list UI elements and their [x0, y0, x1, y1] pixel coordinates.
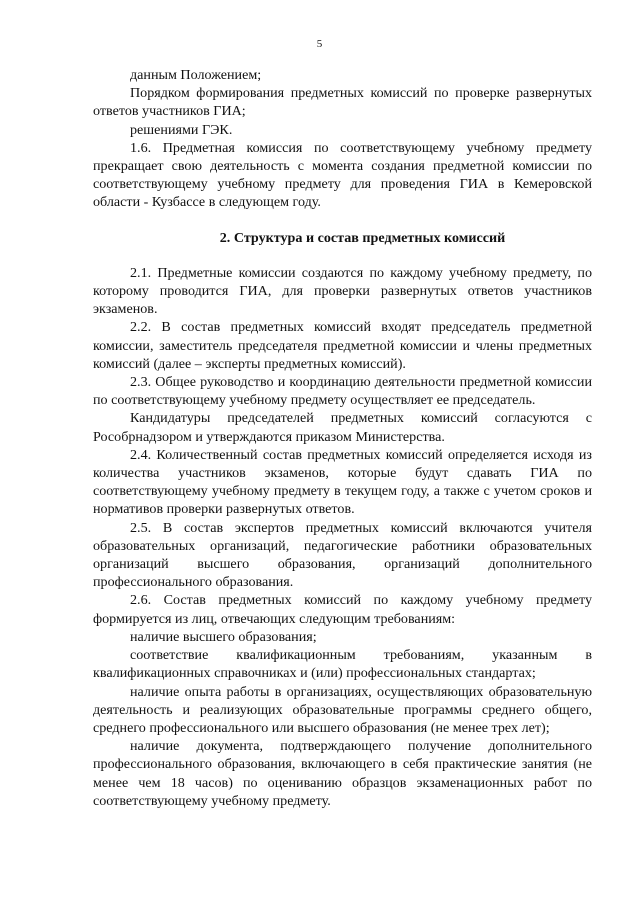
- paragraph: 2.5. В состав экспертов предметных комиссий включаются учителя образовательных организаций, педагогические работники образовательных организаций высшего образования, организаций дополнительного профессионального образования.: [93, 519, 592, 591]
- paragraph: 2.1. Предметные комиссии создаются по каждому учебному предмету, по которому проводится ГИА, для проверки развернутых ответов участников экзаменов.: [93, 264, 592, 318]
- paragraph: 2.6. Состав предметных комиссий по каждому учебному предмету формируется из лиц, отвечающих следующим требованиям:: [93, 592, 592, 627]
- paragraph: 2.4. Количественный состав предметных комиссий определяется исходя из количества участников экзаменов, которые будут сдавать ГИА по соответствующему учебному предмету в текущем году, а также с учетом сроков и нормативов проверки развернутых ответов.: [93, 446, 592, 518]
- paragraph: 1.6. Предметная комиссия по соответствующему учебному предмету прекращает свою деятельность с момента создания предметной комиссии по соответствующему учебному предмету для проведения ГИА в Кемеровской области - Кузбассе в следующем году.: [93, 139, 592, 211]
- paragraph: решениями ГЭК.: [130, 121, 233, 138]
- page-number: 5: [316, 38, 323, 50]
- paragraph: Порядком формирования предметных комиссий по проверке развернутых ответов участников ГИА;: [93, 85, 592, 120]
- paragraph: 2.2. В состав предметных комиссий входят председатель предметной комиссии, заместитель председателя предметной комиссии и члены предметных комиссий (далее – эксперты предметных комиссий).: [93, 319, 592, 372]
- document-body: [93, 66, 592, 810]
- list-item: наличие высшего образования;: [130, 628, 317, 645]
- paragraph: Кандидатуры председателей предметных комиссий согласуются с Рособрнадзором и утверждаются приказом Министерства.: [93, 410, 592, 445]
- list-item: наличие опыта работы в организациях, осуществляющих образовательную деятельность и реализующих образовательные программы среднего общего, среднего профессионального или высшего образования (не менее трех лет);: [93, 683, 592, 736]
- list-item: соответствие квалификационным требованиям, указанным в квалификационных справочниках и (или) профессиональных стандартах;: [93, 647, 592, 682]
- section-heading: 2. Структура и состав предметных комиссий: [219, 229, 506, 246]
- paragraph: 2.3. Общее руководство и координацию деятельности предметной комиссии по соответствующему учебному предмету осуществляет ее председатель.: [93, 374, 592, 409]
- paragraph: данным Положением;: [130, 67, 262, 83]
- list-item: наличие документа, подтверждающего получение дополнительного профессионального образования, включающего в себя практические занятия (не менее чем 18 часов) по оцениванию образцов экзаменационных работ по соответствующему учебному предмету.: [93, 738, 592, 809]
